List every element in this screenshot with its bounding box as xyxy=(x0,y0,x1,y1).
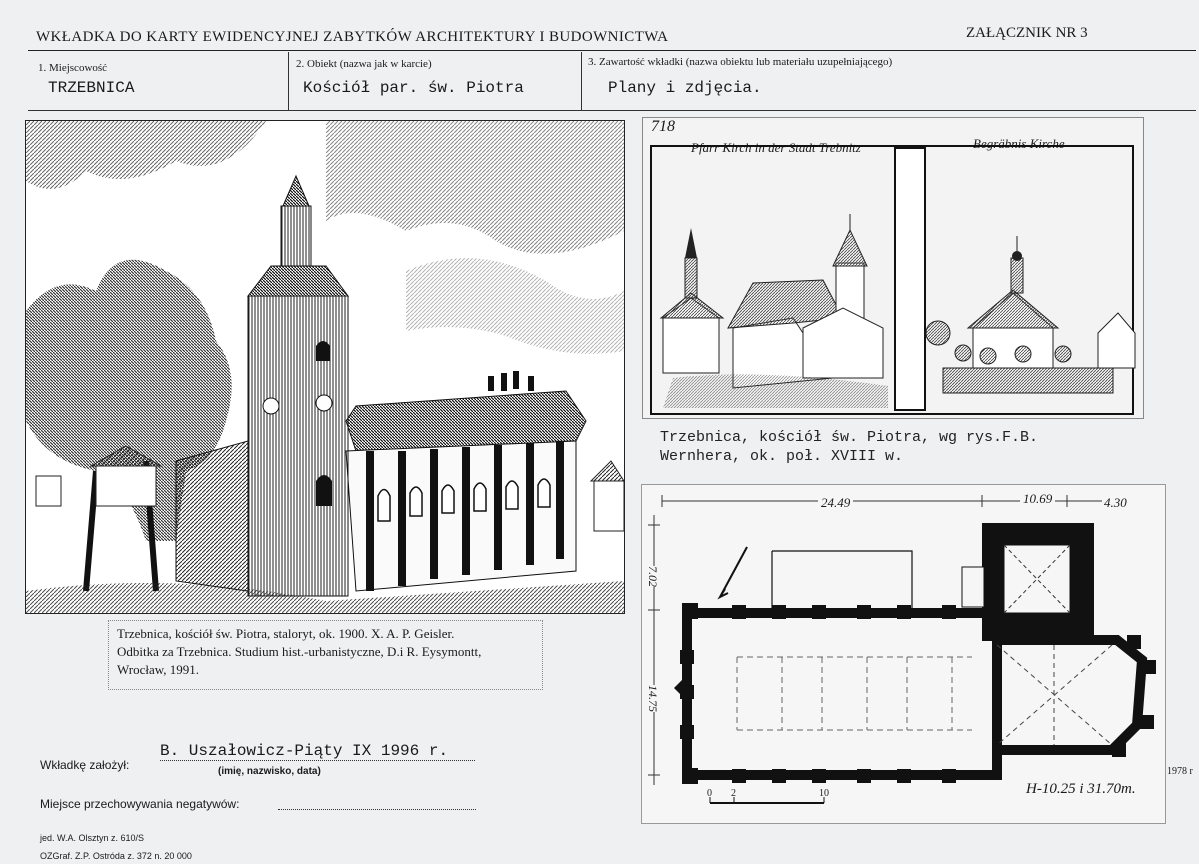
drawing-illustration xyxy=(643,118,1143,418)
engraving-caption-line-2: Odbitka za Trzebnica. Studium hist.-urbanistyczne, D.i R. Eysymontt, xyxy=(117,644,482,659)
engraving-caption-line-1: Trzebnica, kościół św. Piotra, staloryt, ok. 1900. X. A. P. Geisler. xyxy=(117,626,455,641)
print-info-1: jed. W.A. Olsztyn z. 610/S xyxy=(40,833,145,843)
dim-length-3: 4.30 xyxy=(1104,495,1127,510)
print-info-2: OZGraf. Z.P. Ostróda z. 372 n. 20 000 xyxy=(40,851,192,861)
floor-plan-drawing xyxy=(642,485,1165,823)
dim-length-1: 24.49 xyxy=(818,495,853,511)
header-rule xyxy=(28,50,1196,51)
drawing-label-left: Pfarr Kirch in der Stadt Trebnitz xyxy=(691,140,861,155)
annex-number: ZAŁĄCZNIK NR 3 xyxy=(966,25,1088,41)
negatives-value-line xyxy=(278,808,476,810)
historical-drawing xyxy=(642,117,1144,419)
drawing-number: 718 xyxy=(651,118,675,135)
scale-mark-10: 10 xyxy=(819,788,829,799)
content-label: 3. Zawartość wkładki (nazwa obiektu lub materiału uzupełniającego) xyxy=(588,56,893,68)
drawing-caption xyxy=(660,428,1038,466)
dim-width-2: 14.75 xyxy=(646,685,660,712)
engraving-caption-line-3: Wrocław, 1991. xyxy=(117,662,200,677)
created-by-label: Wkładkę założył: xyxy=(40,758,130,772)
edge-note: 1978 r xyxy=(1167,766,1193,777)
engraving-illustration xyxy=(26,121,624,613)
created-by-hint: (imię, nazwisko, data) xyxy=(218,766,321,777)
drawing-caption-line-2: Wernhera, ok. poł. XVIII w. xyxy=(660,448,904,465)
content-value: Plany i zdjęcia. xyxy=(608,79,762,97)
locality-value: TRZEBNICA xyxy=(48,79,135,97)
height-note: H-10.25 i 31.70m. xyxy=(1026,781,1136,797)
field-divider-2 xyxy=(581,52,582,110)
negatives-label: Miejsce przechowywania negatywów: xyxy=(40,797,240,811)
scale-mark-2: 2 xyxy=(731,788,736,799)
field-row-rule xyxy=(28,110,1196,111)
dim-width-1: 7.02 xyxy=(646,566,660,587)
drawing-caption-line-1: Trzebnica, kościół św. Piotra, wg rys.F.B. xyxy=(660,429,1039,446)
form-title: WKŁADKA DO KARTY EWIDENCYJNEJ ZABYTKÓW ARCHITEKTURY I BUDOWNICTWA xyxy=(36,29,669,45)
created-by-value: B. Uszałowicz-Piąty IX 1996 r. xyxy=(160,742,475,761)
drawing-label-right: Begräbnis Kirche xyxy=(973,136,1065,151)
field-divider-1 xyxy=(288,52,289,110)
locality-label: 1. Miejscowość xyxy=(38,62,108,74)
church-engraving xyxy=(25,120,625,614)
engraving-caption xyxy=(108,620,543,690)
scale-mark-0: 0 xyxy=(707,788,712,799)
floor-plan xyxy=(641,484,1166,824)
dim-length-2: 10.69 xyxy=(1020,491,1055,507)
object-label: 2. Obiekt (nazwa jak w karcie) xyxy=(296,58,432,70)
object-value: Kościół par. św. Piotra xyxy=(303,79,524,97)
